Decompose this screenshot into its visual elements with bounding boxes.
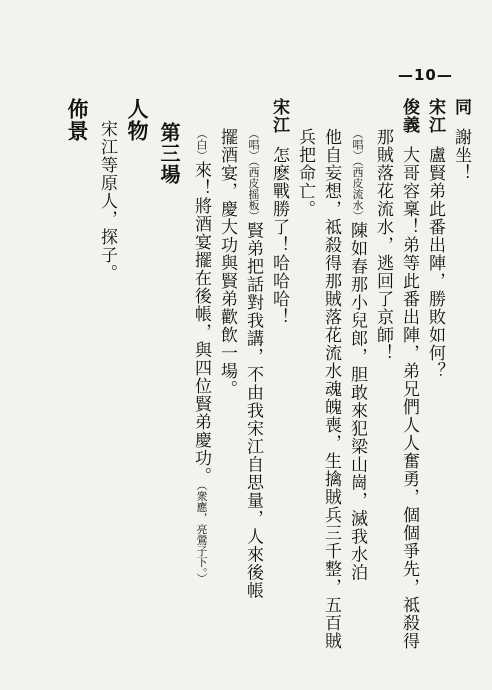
script-line-8	[266, 98, 292, 658]
line-text: 擺酒宴，慶大功與賢弟歡飲一場。	[217, 128, 237, 398]
speaker: 同	[451, 98, 471, 116]
stage-note: （白）	[195, 128, 208, 161]
speaker: 俊義	[399, 98, 419, 134]
script-line-7	[292, 98, 318, 658]
script-line-3	[396, 98, 422, 658]
set-heading: 佈景	[65, 98, 90, 142]
line-text: 謝坐！	[451, 128, 471, 182]
line-text: 兵把命亡。	[295, 128, 315, 218]
script-line-2	[422, 98, 448, 658]
stage-note: （唱）（西皮摇板）	[247, 128, 260, 222]
script-line-9	[240, 98, 266, 658]
speaker: 宋江	[425, 98, 445, 134]
line-text: 賢弟把話對我講，不由我宋江自思量，人來後帳	[243, 221, 263, 600]
scene-title: 第三場	[157, 122, 181, 185]
script-line-11	[188, 98, 214, 658]
line-text: 陳如春那小兒郎，胆敢來犯梁山崗，滅我水泊	[347, 221, 367, 582]
vertical-text-body	[18, 98, 474, 658]
speaker: 宋江	[269, 98, 289, 134]
line-text: 盧賢弟此番出陣，勝敗如何？	[425, 146, 445, 380]
stage-note: （衆應，亮鶯子下。）	[195, 485, 208, 584]
line-text: 他自妄想，祗殺得那賊落花流水魂魄喪，生擒賊兵三千整，五百賊	[321, 128, 341, 650]
line-text: 大哥容稟！弟等此番出陣，弟兄們人人奮勇，個個爭先，祗殺得	[399, 146, 419, 650]
script-line-6	[318, 98, 344, 658]
characters-text: 宋江等原人，探子。	[97, 120, 117, 282]
script-line-1	[448, 98, 474, 658]
page-number: —10—	[398, 66, 453, 84]
stage-note: （唱）（西皮流水）	[351, 128, 364, 222]
script-line-5	[344, 98, 370, 658]
line-text: 來！將酒宴擺在後帳，與四位賢弟慶功。	[191, 161, 211, 485]
line-text: 怎麽戰勝了！哈哈哈！	[269, 146, 289, 326]
script-line-4	[370, 98, 396, 658]
script-line-10	[214, 98, 240, 658]
characters-heading: 人物	[125, 98, 150, 142]
line-text: 那賊落花流水，逃回了京師！	[373, 128, 393, 362]
